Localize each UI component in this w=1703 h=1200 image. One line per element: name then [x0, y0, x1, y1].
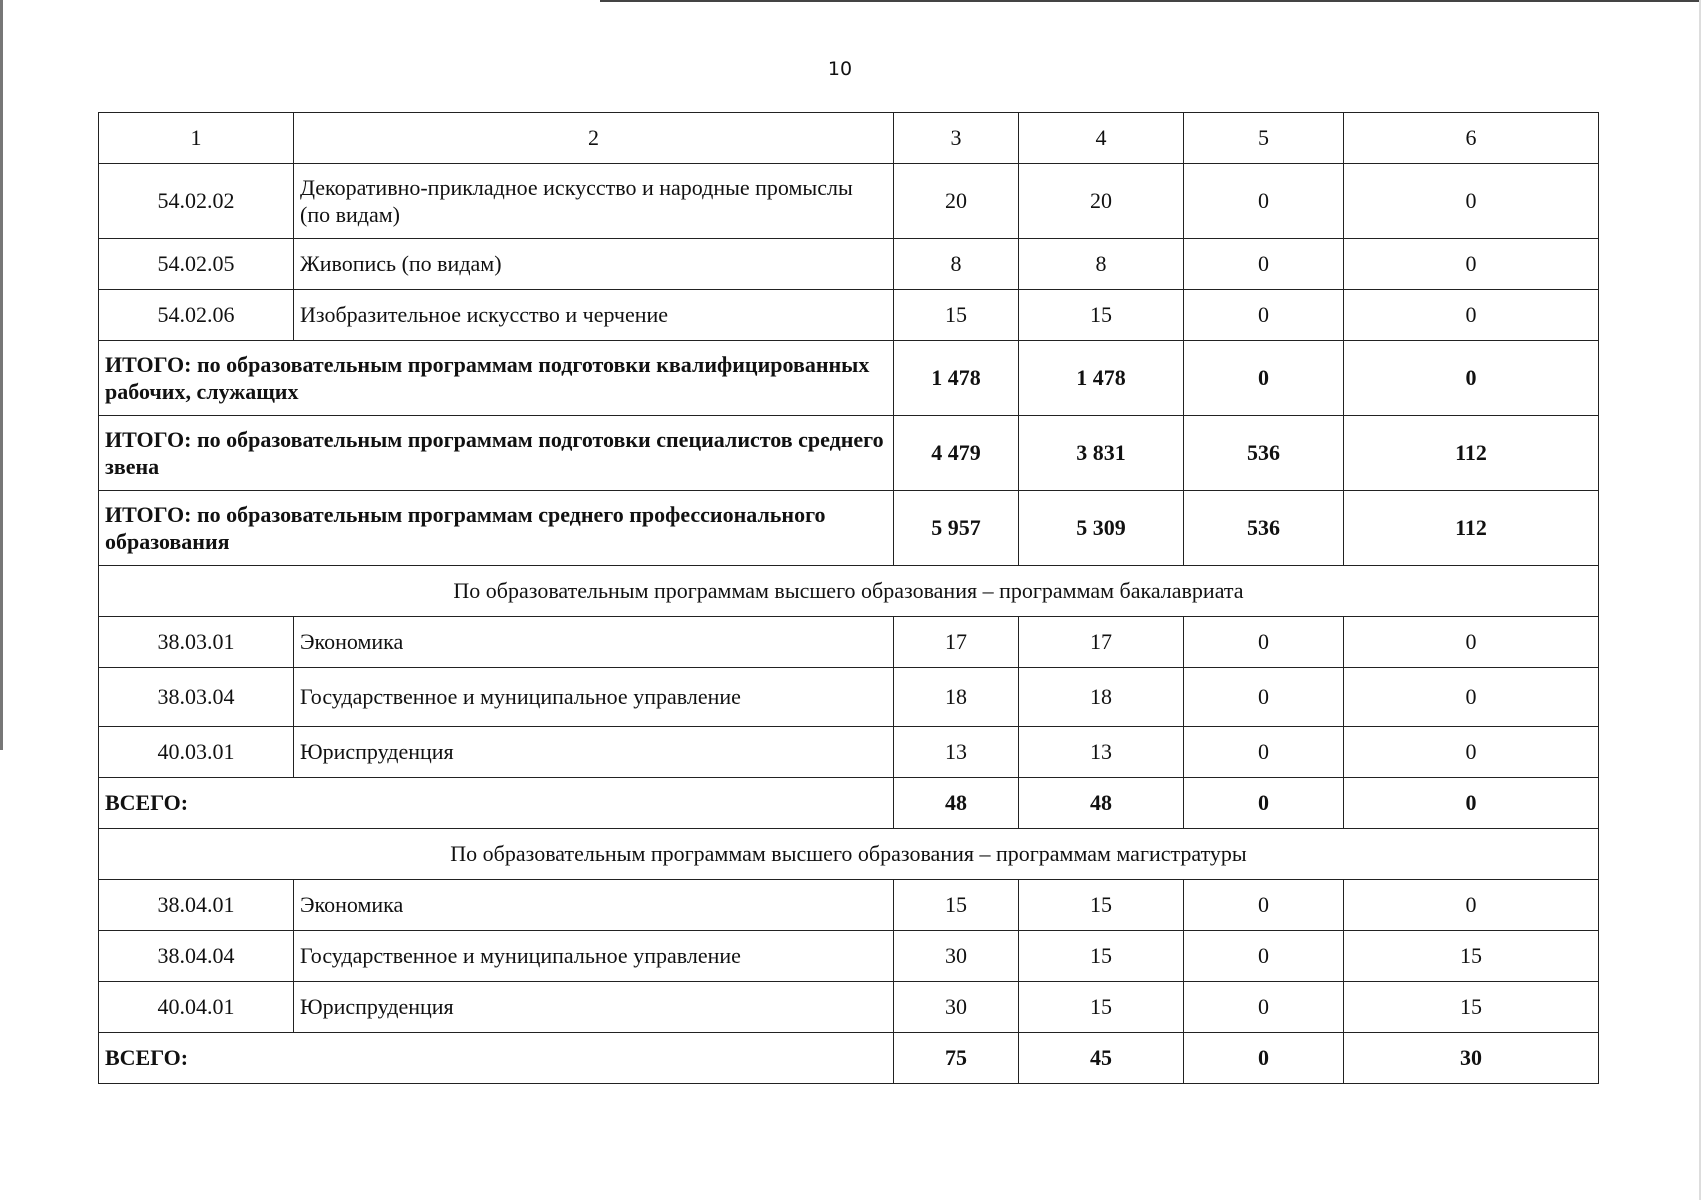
table-row: [99, 982, 1599, 1033]
table-row: [99, 727, 1599, 778]
program-code: 38.04.04: [99, 931, 294, 982]
cell-col5: 0: [1184, 880, 1344, 931]
table-row: [99, 617, 1599, 668]
program-code: 54.02.02: [99, 164, 294, 239]
cell-col5: 0: [1184, 982, 1344, 1033]
total-row: [99, 416, 1599, 491]
total-col5: 536: [1184, 416, 1344, 491]
cell-col6: 0: [1344, 727, 1599, 778]
subtotal-row: [99, 778, 1599, 829]
table-row: [99, 931, 1599, 982]
program-name: Живопись (по видам): [294, 239, 894, 290]
total-row: [99, 491, 1599, 566]
program-code: 54.02.05: [99, 239, 294, 290]
table-row: [99, 668, 1599, 727]
section-header-row: [99, 829, 1599, 880]
column-header: 4: [1019, 113, 1184, 164]
program-name: Экономика: [294, 880, 894, 931]
cell-col3: 13: [894, 727, 1019, 778]
scan-edge-top: [600, 0, 1700, 2]
column-header: 3: [894, 113, 1019, 164]
table-row: [99, 164, 1599, 239]
program-code: 40.03.01: [99, 727, 294, 778]
cell-col3: 20: [894, 164, 1019, 239]
scan-edge-right: [1699, 0, 1701, 1200]
subtotal-col6: 0: [1344, 778, 1599, 829]
cell-col4: 18: [1019, 668, 1184, 727]
total-col6: 0: [1344, 341, 1599, 416]
table-row: [99, 880, 1599, 931]
cell-col4: 13: [1019, 727, 1184, 778]
cell-col4: 15: [1019, 880, 1184, 931]
cell-col4: 20: [1019, 164, 1184, 239]
total-col3: 1 478: [894, 341, 1019, 416]
subtotal-col5: 0: [1184, 778, 1344, 829]
total-col5: 0: [1184, 341, 1344, 416]
cell-col5: 0: [1184, 164, 1344, 239]
total-col3: 4 479: [894, 416, 1019, 491]
cell-col6: 0: [1344, 668, 1599, 727]
cell-col3: 15: [894, 290, 1019, 341]
total-col3: 5 957: [894, 491, 1019, 566]
cell-col5: 0: [1184, 668, 1344, 727]
cell-col4: 8: [1019, 239, 1184, 290]
cell-col6: 0: [1344, 880, 1599, 931]
table-row: [99, 239, 1599, 290]
table-row: [99, 290, 1599, 341]
cell-col4: 15: [1019, 931, 1184, 982]
program-name: Государственное и муниципальное управление: [294, 931, 894, 982]
total-col4: 3 831: [1019, 416, 1184, 491]
cell-col5: 0: [1184, 239, 1344, 290]
cell-col6: 15: [1344, 982, 1599, 1033]
cell-col6: 0: [1344, 617, 1599, 668]
total-row: [99, 341, 1599, 416]
program-name: Изобразительное искусство и черчение: [294, 290, 894, 341]
cell-col5: 0: [1184, 931, 1344, 982]
scan-edge-left: [0, 0, 3, 750]
subtotal-col6: 30: [1344, 1033, 1599, 1084]
section-title-master: По образовательным программам высшего образования – программам магистратуры: [99, 829, 1599, 880]
subtotal-col5: 0: [1184, 1033, 1344, 1084]
column-number-row: [99, 113, 1599, 164]
column-header: 2: [294, 113, 894, 164]
subtotal-label: ВСЕГО:: [99, 778, 894, 829]
total-label: ИТОГО: по образовательным программам подготовки специалистов среднего звена: [99, 416, 894, 491]
cell-col3: 18: [894, 668, 1019, 727]
program-code: 38.03.01: [99, 617, 294, 668]
program-name: Юриспруденция: [294, 727, 894, 778]
total-col5: 536: [1184, 491, 1344, 566]
cell-col5: 0: [1184, 727, 1344, 778]
program-code: 40.04.01: [99, 982, 294, 1033]
program-name: Юриспруденция: [294, 982, 894, 1033]
subtotal-label: ВСЕГО:: [99, 1033, 894, 1084]
program-name: Государственное и муниципальное управление: [294, 668, 894, 727]
column-header: 5: [1184, 113, 1344, 164]
cell-col6: 0: [1344, 164, 1599, 239]
total-col6: 112: [1344, 491, 1599, 566]
subtotal-col4: 48: [1019, 778, 1184, 829]
program-code: 54.02.06: [99, 290, 294, 341]
cell-col5: 0: [1184, 617, 1344, 668]
subtotal-row: [99, 1033, 1599, 1084]
total-col6: 112: [1344, 416, 1599, 491]
column-header: 1: [99, 113, 294, 164]
total-col4: 1 478: [1019, 341, 1184, 416]
program-name: Декоративно-прикладное искусство и народные промыслы (по видам): [294, 164, 894, 239]
cell-col3: 30: [894, 931, 1019, 982]
admission-table: [98, 112, 1599, 1084]
section-header-row: [99, 566, 1599, 617]
program-name: Экономика: [294, 617, 894, 668]
section-title-bachelor: По образовательным программам высшего образования – программам бакалавриата: [99, 566, 1599, 617]
cell-col3: 15: [894, 880, 1019, 931]
program-code: 38.04.01: [99, 880, 294, 931]
cell-col4: 15: [1019, 290, 1184, 341]
subtotal-col3: 48: [894, 778, 1019, 829]
cell-col3: 30: [894, 982, 1019, 1033]
cell-col4: 17: [1019, 617, 1184, 668]
cell-col3: 17: [894, 617, 1019, 668]
cell-col6: 0: [1344, 239, 1599, 290]
cell-col6: 15: [1344, 931, 1599, 982]
column-header: 6: [1344, 113, 1599, 164]
cell-col5: 0: [1184, 290, 1344, 341]
cell-col6: 0: [1344, 290, 1599, 341]
page-number: 10: [827, 58, 853, 80]
total-label: ИТОГО: по образовательным программам среднего профессионального образования: [99, 491, 894, 566]
subtotal-col4: 45: [1019, 1033, 1184, 1084]
subtotal-col3: 75: [894, 1033, 1019, 1084]
cell-col3: 8: [894, 239, 1019, 290]
total-label: ИТОГО: по образовательным программам подготовки квалифицированных рабочих, служащих: [99, 341, 894, 416]
total-col4: 5 309: [1019, 491, 1184, 566]
program-code: 38.03.04: [99, 668, 294, 727]
cell-col4: 15: [1019, 982, 1184, 1033]
